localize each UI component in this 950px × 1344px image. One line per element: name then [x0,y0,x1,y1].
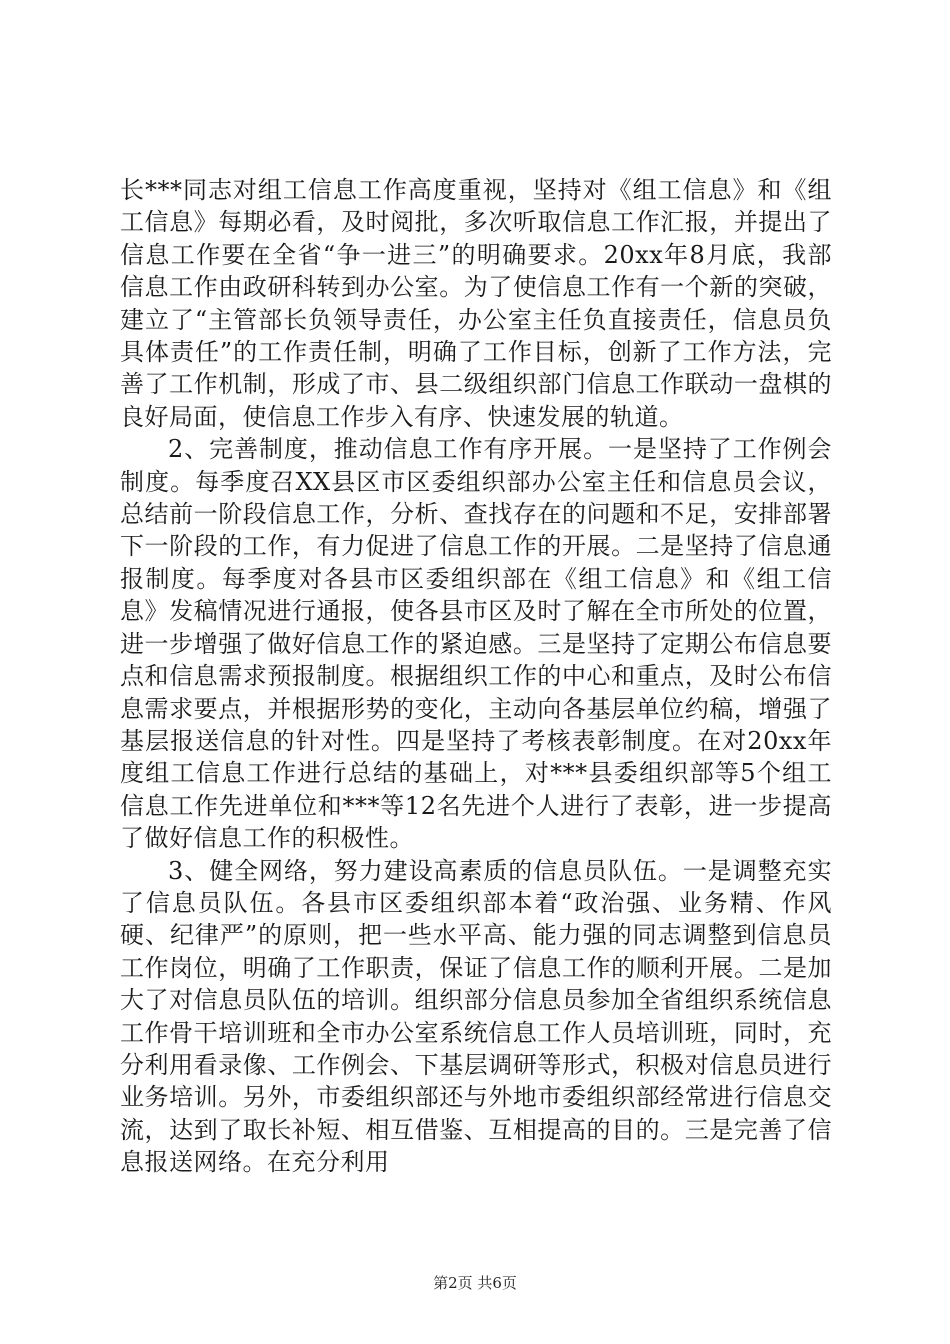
paragraph-1: 长***同志对组工信息工作高度重视，坚持对《组工信息》和《组工信息》每期必看，及时阅批，多次听取信息工作汇报，并提出了信息工作要在全省“争一进三”的明确要求。20xx年8月底，我部信息工作由政研科转到办公室。为了使信息工作有一个新的突破，建立了“主管部长负领导责任，办公室主任负直接责任，信息员负具体责任”的工作责任制，明确了工作目标，创新了工作方法，完善了工作机制，形成了市、县二级组织部门信息工作联动一盘棋的良好局面，使信息工作步入有序、快速发展的轨道。 [120,176,832,431]
page-number-footer: 第2页 共6页 [433,1274,517,1292]
paragraph-3: 3、健全网络，努力建设高素质的信息员队伍。一是调整充实了信息员队伍。各县市区委组织部本着“政治强、业务精、作风硬、纪律严”的原则，把一些水平高、能力强的同志调整到信息员工作岗位，明确了工作职责，保证了信息工作的顺利开展。二是加大了对信息员队伍的培训。组织部分信息员参加全省组织系统信息工作骨干培训班和全市办公室系统信息工作人员培训班，同时，充分利用看录像、工作例会、下基层调研等形式，积极对信息员进行业务培训。另外，市委组织部还与外地市委组织部经常进行信息交流，达到了取长补短、相互借鉴、互相提高的目的。三是完善了信息报送网络。在充分利用 [120,856,832,1177]
document-body [120,174,832,1179]
paragraph-2: 2、完善制度，推动信息工作有序开展。一是坚持了工作例会制度。每季度召XX县区市区委组织部办公室主任和信息员会议，总结前一阶段信息工作，分析、查找存在的问题和不足，安排部署下一阶段的工作，有力促进了信息工作的开展。二是坚持了信息通报制度。每季度对各县市区委组织部在《组工信息》和《组工信息》发稿情况进行通报，使各县市区及时了解在全市所处的位置，进一步增强了做好信息工作的紧迫感。三是坚持了定期公布信息要点和信息需求预报制度。根据组织工作的中心和重点，及时公布信息需求要点，并根据形势的变化，主动向各基层单位约稿，增强了基层报送信息的针对性。四是坚持了考核表彰制度。在对20xx年度组工信息工作进行总结的基础上，对***县委组织部等5个组工信息工作先进单位和***等12名先进个人进行了表彰，进一步提高了做好信息工作的积极性。 [120,435,832,853]
